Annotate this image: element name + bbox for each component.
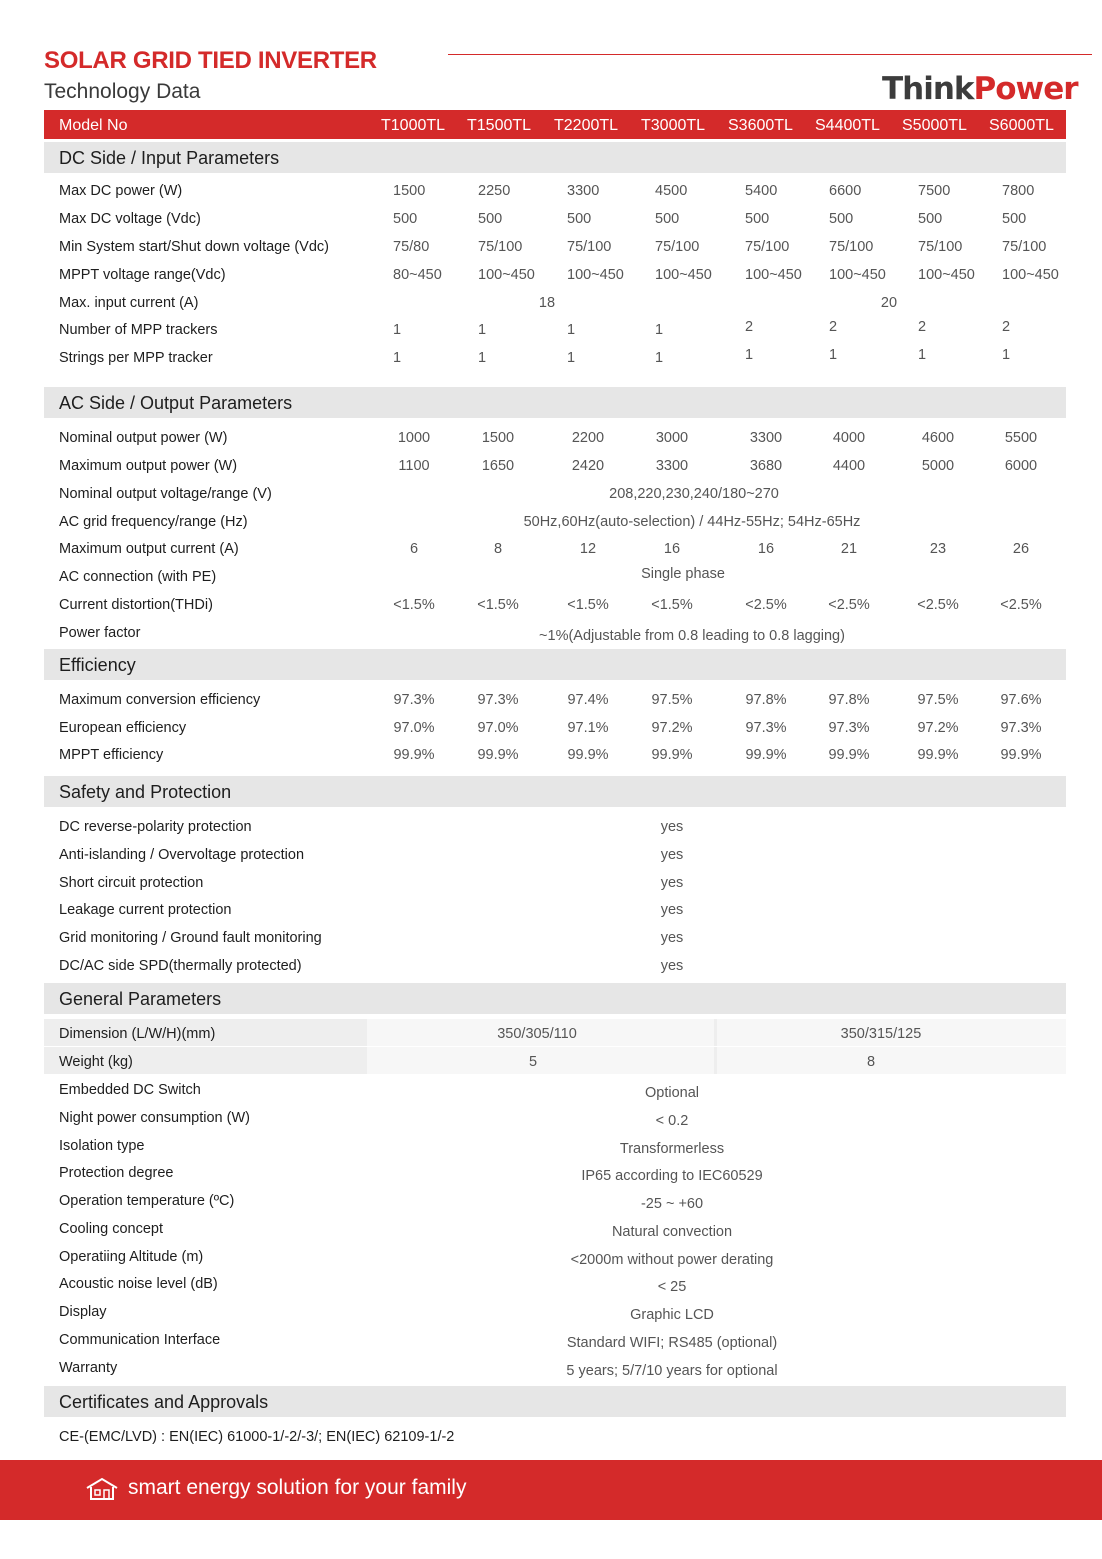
row-label: Dimension (L/W/H)(mm) — [59, 1026, 216, 1042]
model-name: S4400TL — [815, 117, 880, 134]
span-value: < 0.2 — [655, 1113, 689, 1129]
span-value: 350/315/125 — [840, 1026, 922, 1042]
cell-value: 8 — [493, 541, 503, 557]
span-value: yes — [660, 847, 684, 863]
cell-value: 75/100 — [478, 239, 523, 255]
row-label: Display — [59, 1304, 107, 1320]
cell-value: 26 — [1012, 541, 1030, 557]
row-label: Acoustic noise level (dB) — [59, 1276, 218, 1292]
cell-value: 1 — [567, 350, 576, 366]
section-title: AC Side / Output Parameters — [59, 393, 293, 413]
cell-value: 1 — [393, 322, 402, 338]
header-rule — [448, 54, 1092, 55]
cell-value: 1 — [655, 322, 664, 338]
cell-value: 1 — [393, 350, 402, 366]
span-value: 8 — [866, 1054, 876, 1070]
row-label: Max DC voltage (Vdc) — [59, 211, 201, 227]
row-label: Current distortion(THDi) — [59, 597, 213, 613]
row-label: Max DC power (W) — [59, 183, 183, 199]
cell-value: 2 — [745, 319, 754, 335]
cell-value: 100~450 — [829, 267, 886, 283]
cell-value: 2 — [918, 319, 927, 335]
cell-value: 97.5% — [917, 692, 959, 708]
cell-value: 99.9% — [745, 747, 787, 763]
model-header-row — [44, 110, 1066, 139]
section-title: DC Side / Input Parameters — [59, 148, 280, 168]
certificate-text: CE-(EMC/LVD) : EN(IEC) 61000-1/-2/-3/; EN(IEC) 62109-1/-2 — [59, 1429, 455, 1445]
row-label: Maximum output power (W) — [59, 458, 238, 474]
model-name: T1500TL — [467, 117, 532, 134]
cell-value: 97.3% — [477, 692, 519, 708]
cell-value: 75/100 — [1002, 239, 1047, 255]
row-label: Communication Interface — [59, 1332, 221, 1348]
cell-value: 100~450 — [1002, 267, 1059, 283]
row-label: Cooling concept — [59, 1221, 163, 1237]
cell-value: 99.9% — [828, 747, 870, 763]
row-label: Night power consumption (W) — [59, 1110, 250, 1126]
cell-value: 99.9% — [1000, 747, 1042, 763]
cell-value: 23 — [929, 541, 947, 557]
span-value: Natural convection — [611, 1224, 733, 1240]
cell-value: 500 — [655, 211, 680, 227]
row-label: AC connection (with PE) — [59, 569, 217, 585]
cell-value: 80~450 — [393, 267, 442, 283]
cell-value: 75/100 — [745, 239, 790, 255]
span-value: Graphic LCD — [630, 1307, 714, 1323]
row-label: Isolation type — [59, 1138, 145, 1154]
section-title: Certificates and Approvals — [59, 1392, 269, 1412]
span-value: Standard WIFI; RS485 (optional) — [566, 1335, 778, 1351]
row-label: Protection degree — [59, 1165, 174, 1181]
cell-value: 97.8% — [745, 692, 787, 708]
cell-value: 99.9% — [917, 747, 959, 763]
section-certificates — [44, 1386, 1066, 1417]
cell-value: 7800 — [1002, 183, 1035, 199]
cell-value: 3300 — [567, 183, 600, 199]
span-value: yes — [660, 875, 684, 891]
cell-value: 500 — [918, 211, 943, 227]
cell-value: 2250 — [478, 183, 511, 199]
section-ac-output — [44, 387, 1066, 418]
cell-value: 2420 — [571, 458, 605, 474]
cell-value: 100~450 — [478, 267, 535, 283]
row-label: Operatiing Altitude (m) — [59, 1249, 204, 1265]
document-subtitle: Technology Data — [44, 80, 201, 103]
cell-value: 99.9% — [393, 747, 435, 763]
cell-value: 6 — [409, 541, 419, 557]
model-no-label: Model No — [59, 117, 128, 134]
cell-value: 97.0% — [393, 720, 435, 736]
span-value: ~1%(Adjustable from 0.8 leading to 0.8 lagging) — [539, 628, 845, 644]
row-label: DC reverse-polarity protection — [59, 819, 252, 835]
cell-value: 4400 — [832, 458, 866, 474]
footer-bar — [0, 1460, 1102, 1520]
cell-value: 75/100 — [829, 239, 874, 255]
cell-value: 1 — [1002, 347, 1011, 363]
span-value: <2000m without power derating — [570, 1252, 774, 1268]
model-name: T1000TL — [381, 117, 446, 134]
cell-value: <1.5% — [567, 597, 609, 613]
cell-value: 3300 — [749, 430, 783, 446]
cell-value: <1.5% — [393, 597, 435, 613]
cell-value: 100~450 — [655, 267, 712, 283]
cell-value: 21 — [840, 541, 858, 557]
section-efficiency — [44, 649, 1066, 680]
section-title: Safety and Protection — [59, 782, 232, 802]
cell-value: 75/100 — [567, 239, 612, 255]
cell-value: 1650 — [481, 458, 515, 474]
cell-value: 100~450 — [918, 267, 975, 283]
section-title: Efficiency — [59, 655, 136, 675]
cell-value: 97.8% — [828, 692, 870, 708]
row-label: AC grid frequency/range (Hz) — [59, 514, 248, 530]
model-name: S5000TL — [902, 117, 967, 134]
row-label: Nominal output power (W) — [59, 430, 228, 446]
cell-value: 500 — [567, 211, 592, 227]
cell-value: 4500 — [655, 183, 688, 199]
cell-value: 500 — [1002, 211, 1027, 227]
model-name: S3600TL — [728, 117, 793, 134]
row-label: Maximum conversion efficiency — [59, 692, 261, 708]
span-value: Transformerless — [619, 1141, 725, 1157]
cell-value: 99.9% — [651, 747, 693, 763]
row-label: Leakage current protection — [59, 902, 232, 918]
cell-value: 97.2% — [917, 720, 959, 736]
cell-value: 3680 — [749, 458, 783, 474]
document-title: SOLAR GRID TIED INVERTER — [44, 47, 377, 74]
cell-value: 3300 — [655, 458, 689, 474]
model-name: T3000TL — [641, 117, 706, 134]
cell-value: 97.4% — [567, 692, 609, 708]
section-title: General Parameters — [59, 989, 222, 1009]
span-value: yes — [660, 958, 684, 974]
cell-shade — [717, 1047, 1066, 1074]
cell-value: 500 — [478, 211, 503, 227]
cell-value: 99.9% — [567, 747, 609, 763]
model-name: T2200TL — [554, 117, 619, 134]
model-name: S6000TL — [989, 117, 1054, 134]
row-label: Grid monitoring / Ground fault monitoring — [59, 930, 322, 946]
span-value: yes — [660, 902, 684, 918]
row-label: Min System start/Shut down voltage (Vdc) — [59, 239, 329, 255]
cell-value: 100~450 — [745, 267, 802, 283]
cell-value: 5400 — [745, 183, 778, 199]
cell-value: <2.5% — [828, 597, 870, 613]
cell-value: 6600 — [829, 183, 862, 199]
cell-value: 1 — [745, 347, 754, 363]
cell-value: 1500 — [393, 183, 426, 199]
section-general-parameters — [44, 983, 1066, 1014]
cell-value: 75/100 — [918, 239, 963, 255]
section-safety-protection — [44, 776, 1066, 807]
span-value: 18 — [538, 295, 556, 311]
cell-value: 97.3% — [828, 720, 870, 736]
cell-value: 5500 — [1004, 430, 1038, 446]
cell-value: 97.1% — [567, 720, 609, 736]
cell-value: <1.5% — [651, 597, 693, 613]
cell-value: 97.3% — [393, 692, 435, 708]
cell-shade — [367, 1047, 714, 1074]
span-value: Optional — [644, 1085, 700, 1101]
row-label: Anti-islanding / Overvoltage protection — [59, 847, 305, 863]
brand-logo: ThinkPower — [882, 71, 1078, 107]
cell-value: 97.6% — [1000, 692, 1042, 708]
row-label: Maximum output current (A) — [59, 541, 239, 557]
cell-value: 2 — [829, 319, 838, 335]
row-label: Power factor — [59, 625, 141, 641]
cell-value: 3000 — [655, 430, 689, 446]
cell-value: 500 — [745, 211, 770, 227]
span-value: IP65 according to IEC60529 — [581, 1168, 763, 1184]
cell-value: 500 — [829, 211, 854, 227]
row-label: Weight (kg) — [59, 1054, 133, 1070]
row-label: Strings per MPP tracker — [59, 350, 213, 366]
row-label: European efficiency — [59, 720, 187, 736]
cell-value: 12 — [579, 541, 597, 557]
footer-tagline: smart energy solution for your family — [128, 1476, 467, 1499]
house-icon — [85, 1477, 119, 1501]
span-value: 350/305/110 — [497, 1026, 577, 1042]
cell-value: 4600 — [921, 430, 955, 446]
cell-value: 97.2% — [651, 720, 693, 736]
cell-value: 1 — [918, 347, 927, 363]
row-label: Short circuit protection — [59, 875, 204, 891]
cell-value: 1 — [478, 322, 487, 338]
cell-value: 6000 — [1004, 458, 1038, 474]
cell-value: 2200 — [571, 430, 605, 446]
span-value: < 25 — [657, 1279, 687, 1295]
cell-value: 1000 — [397, 430, 431, 446]
row-label: MPPT voltage range(Vdc) — [59, 267, 226, 283]
section-dc-input — [44, 142, 1066, 173]
row-label: Embedded DC Switch — [59, 1082, 201, 1098]
cell-value: 16 — [663, 541, 681, 557]
cell-value: 97.3% — [1000, 720, 1042, 736]
span-value: 5 years; 5/7/10 years for optional — [566, 1363, 778, 1379]
cell-value: 4000 — [832, 430, 866, 446]
cell-value: 500 — [393, 211, 418, 227]
cell-value: 1 — [567, 322, 576, 338]
span-value: yes — [660, 930, 684, 946]
cell-value: 75/80 — [393, 239, 430, 255]
span-value: Single phase — [641, 566, 725, 582]
cell-value: 1100 — [398, 458, 430, 474]
cell-value: 5000 — [921, 458, 955, 474]
row-label: Warranty — [59, 1360, 118, 1376]
cell-value: 97.3% — [745, 720, 787, 736]
span-value: yes — [660, 819, 684, 835]
cell-value: 97.0% — [477, 720, 519, 736]
cell-value: 75/100 — [655, 239, 700, 255]
cell-value: 1 — [829, 347, 838, 363]
row-label: Nominal output voltage/range (V) — [59, 486, 272, 502]
cell-value: 16 — [757, 541, 775, 557]
cell-value: <2.5% — [1000, 597, 1042, 613]
row-label: Operation temperature (ºC) — [59, 1193, 235, 1209]
row-label: DC/AC side SPD(thermally protected) — [59, 958, 302, 974]
cell-value: 100~450 — [567, 267, 624, 283]
cell-value: 1500 — [481, 430, 515, 446]
span-value: 20 — [880, 295, 898, 311]
cell-value: 2 — [1002, 319, 1011, 335]
span-value: -25 ~ +60 — [640, 1196, 704, 1212]
span-value: 5 — [528, 1054, 538, 1070]
cell-value: 99.9% — [477, 747, 519, 763]
cell-value: <2.5% — [745, 597, 787, 613]
cell-value: 1 — [655, 350, 664, 366]
row-label: Max. input current (A) — [59, 295, 199, 311]
cell-value: 1 — [478, 350, 487, 366]
span-value: 50Hz,60Hz(auto-selection) / 44Hz-55Hz; 54Hz-65Hz — [523, 514, 861, 530]
cell-value: 7500 — [918, 183, 951, 199]
cell-value: 97.5% — [651, 692, 693, 708]
cell-value: <1.5% — [477, 597, 519, 613]
row-label: MPPT efficiency — [59, 747, 164, 763]
row-label: Number of MPP trackers — [59, 322, 218, 338]
span-value: 208,220,230,240/180~270 — [609, 486, 779, 502]
cell-value: <2.5% — [917, 597, 959, 613]
